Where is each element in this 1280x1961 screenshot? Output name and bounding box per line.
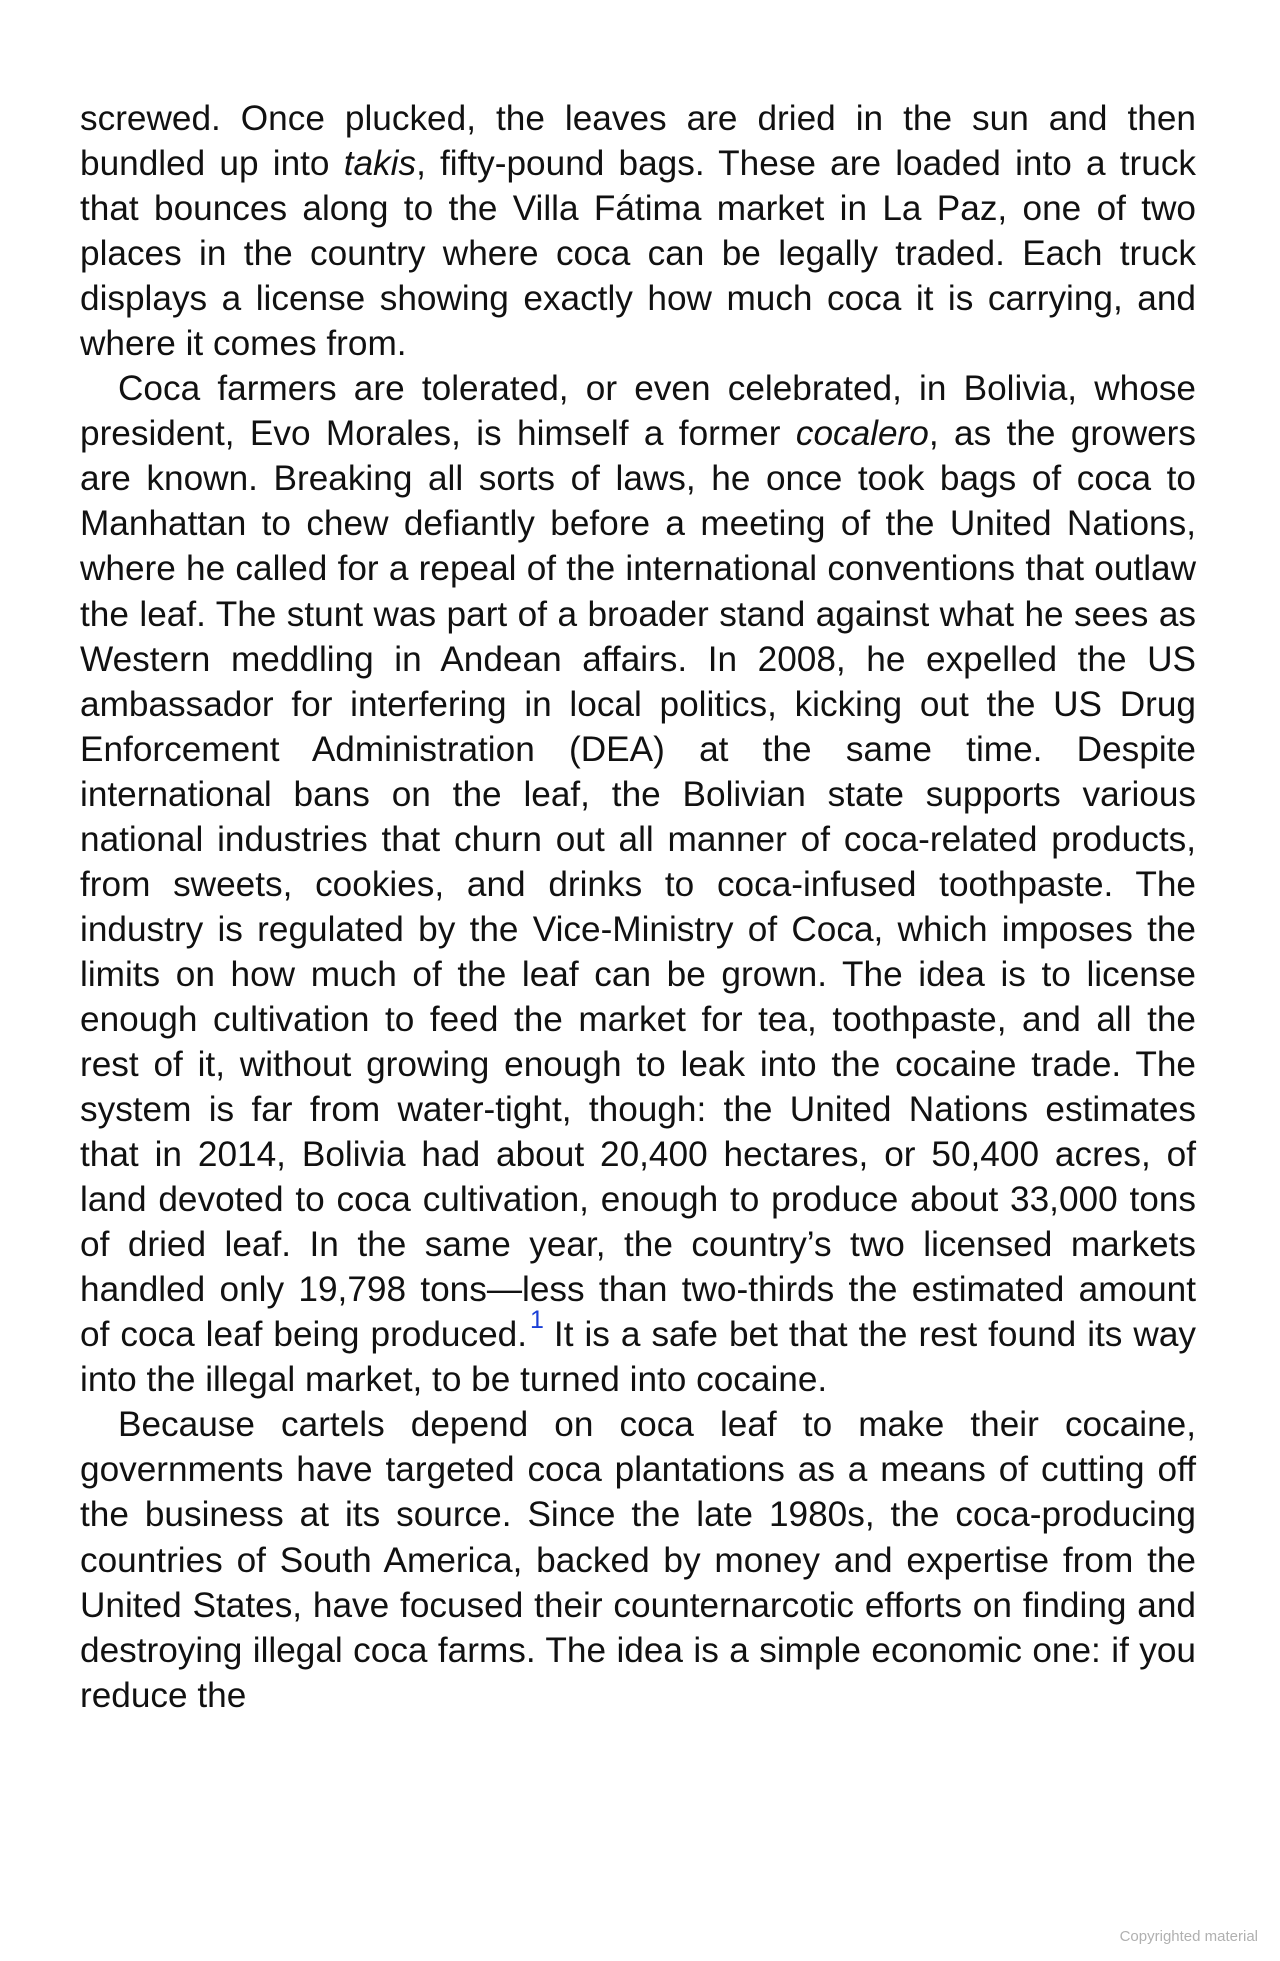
footnote-link[interactable]: 1 xyxy=(530,1305,544,1334)
italic-term-cocalero: cocalero xyxy=(795,414,929,454)
paragraph-3 xyxy=(80,1402,1196,1717)
paragraph-text: screwed. Once plucked, the leaves are dried in the sun and then bundled up into xyxy=(80,99,1196,184)
copyright-watermark: Copyrighted material xyxy=(1119,1928,1258,1945)
paragraph-text: , as the growers are known. Breaking all sorts of laws, he once took bags of coca to Manhattan to chew defiantly before a meeting of the United Nations, where he called for a repeal of the international conventions that outlaw the leaf. The stunt was part of a broader stand against what he sees as Western meddling in Andean affairs. In 2008, he expelled the US ambassador for interfering in local politics, kicking out the US Drug Enforcement Administration (DEA) at the same time. Despite international bans on the leaf, the Bolivian state supports various national industries that churn out all manner of coca-related products, from sweets, cookies, and drinks to coca-infused toothpaste. The industry is regulated by the Vice-Ministry of Coca, which imposes the limits on how much of the leaf can be grown. The idea is to license enough cultivation to feed the market for tea, toothpaste, and all the rest of it, without growing enough to leak into the cocaine trade. The system is far from water-tight, though: the United Nations estimates that in 2014, Bolivia had about 20,400 hectares, or 50,400 acres, of land devoted to coca cultivation, enough to produce about 33,000 tons of dried leaf. In the same year, the country’s two licensed markets handled only 19,798 tons—less than two-thirds the estimated amount of coca leaf being produced. xyxy=(80,414,1196,1355)
paragraph-text: Because cartels depend on coca leaf to make their cocaine, governments have targeted coca plantations as a means of cutting off the business at its source. Since the late 1980s, the coca-producing countries of South America, backed by money and expertise from the United States, have focused their counternarcotic efforts on finding and destroying illegal coca farms. The idea is a simple economic one: if you reduce the xyxy=(80,1405,1196,1715)
paragraph-2 xyxy=(80,366,1196,1402)
paragraph-text: , fifty-pound bags. These are loaded into a truck that bounces along to the Villa Fátima market in La Paz, one of two places in the country where coca can be legally traded. Each truck displays a license showing exactly how much coca it is carrying, and where it comes from. xyxy=(80,144,1197,364)
paragraph-text: It is a safe bet that the rest found its way into the illegal market, to be turned into cocaine. xyxy=(80,1315,1196,1400)
page-body xyxy=(80,96,1196,1718)
italic-term-takis: takis xyxy=(343,144,417,184)
paragraph-text: Coca farmers are tolerated, or even celebrated, in Bolivia, whose president, Evo Morales, is himself a former xyxy=(80,369,1196,454)
paragraph-1 xyxy=(80,96,1196,366)
